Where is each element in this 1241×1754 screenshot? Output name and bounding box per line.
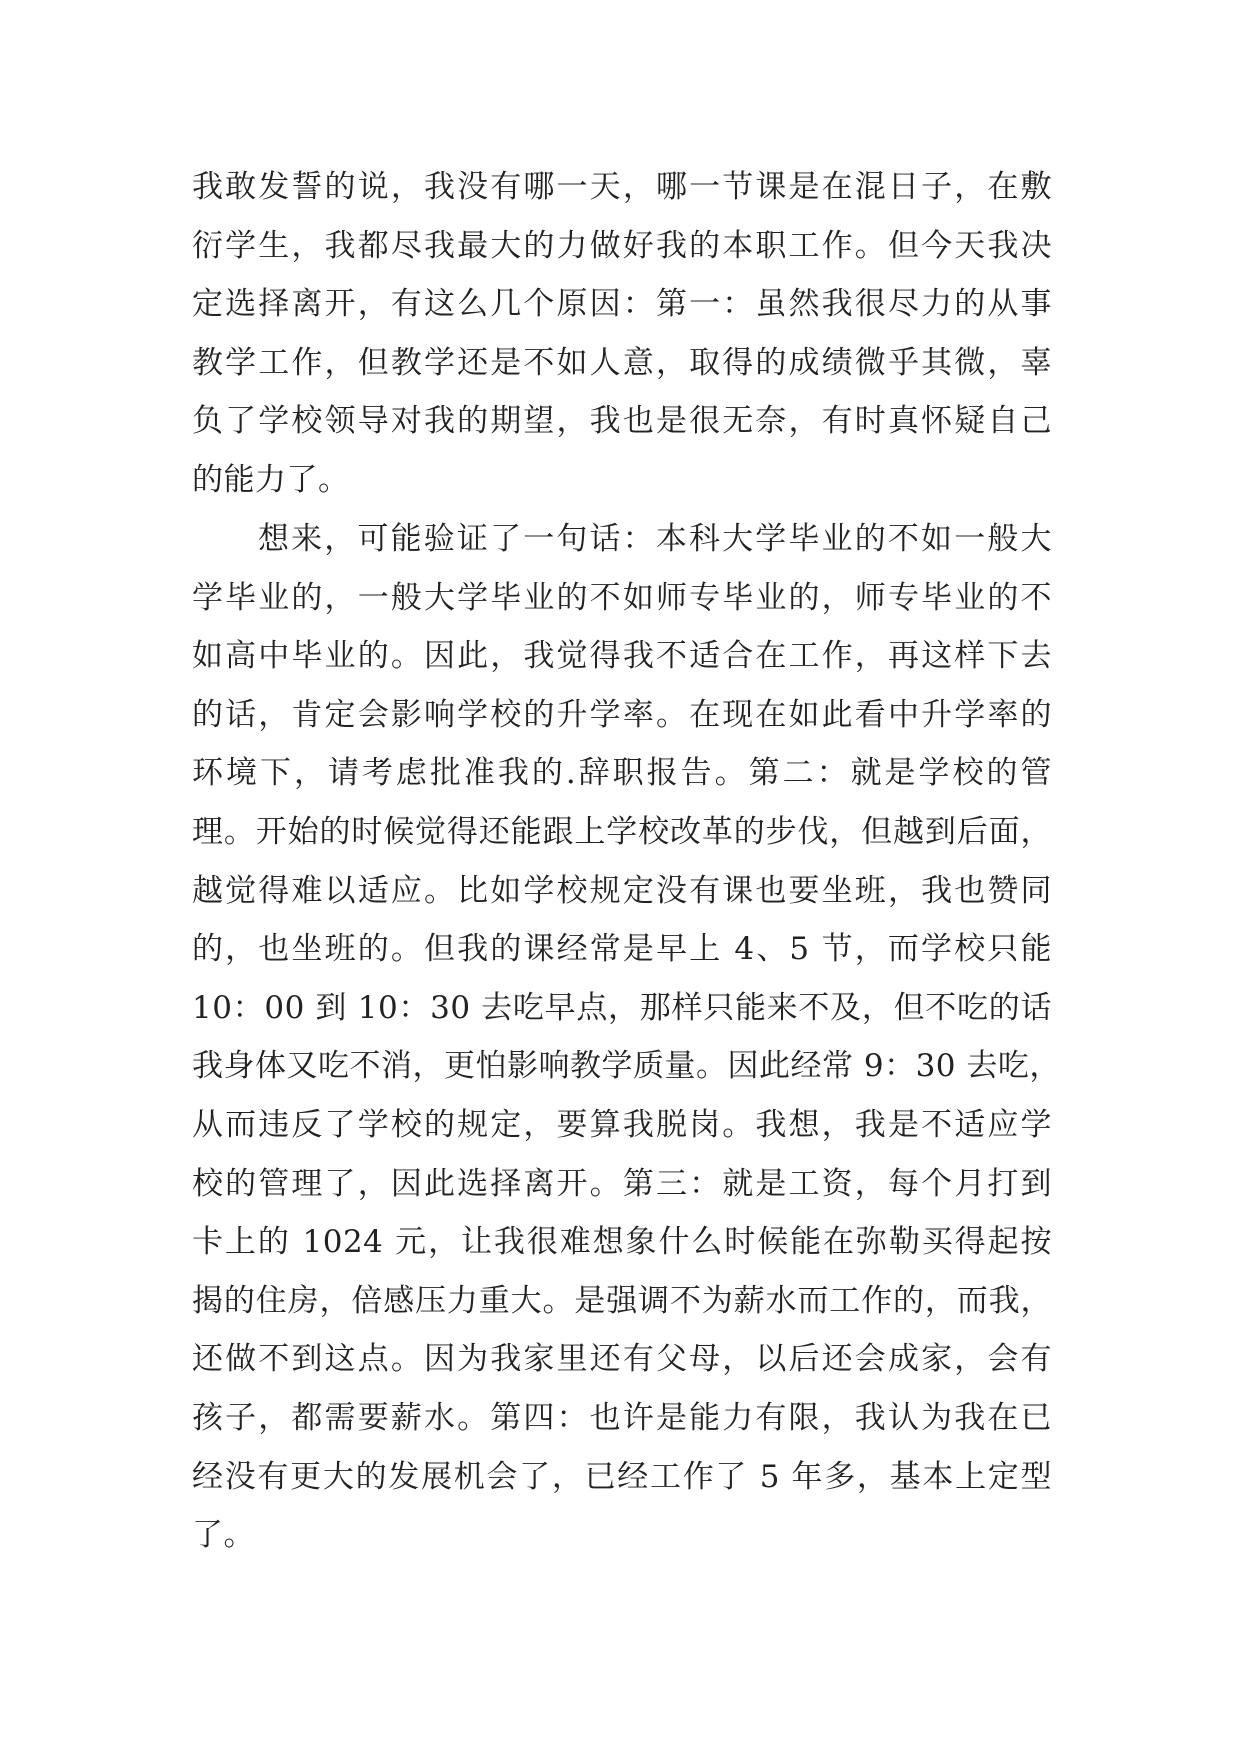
paragraph-line: 我敢发誓的说，我没有哪一天，哪一节课是在混日子，在敷 <box>192 169 1052 205</box>
paragraph-2 <box>192 510 1061 1565</box>
paragraph-line: 如高中毕业的。因此，我觉得我不适合在工作，再这样下去 <box>192 638 1052 675</box>
paragraph-line: 的能力了。 <box>192 461 350 498</box>
paragraph-line: 想来，可能验证了一句话：本科大学毕业的不如一般大 <box>258 521 1052 557</box>
paragraph-line: 10：00 到 10：30 去吃早点，那样只能来不及，但不吃的话 <box>192 989 1052 1026</box>
paragraph-1 <box>192 158 1052 510</box>
paragraph-line: 的，也坐班的。但我的课经常是早上 4、5 节，而学校只能 <box>192 931 1052 968</box>
paragraph-line: 孩子，都需要薪水。第四：也许是能力有限，我认为我在已 <box>192 1399 1052 1436</box>
paragraph-line: 学毕业的，一般大学毕业的不如师专毕业的，师专毕业的不 <box>192 579 1052 616</box>
paragraph-line: 从而违反了学校的规定，要算我脱岗。我想，我是不适应学 <box>192 1106 1052 1143</box>
paragraph-line: 的话，肯定会影响学校的升学率。在现在如此看中升学率的 <box>192 696 1052 733</box>
paragraph-line: 越觉得难以适应。比如学校规定没有课也要坐班，我也赞同 <box>192 872 1052 909</box>
paragraph-line: 教学工作，但教学还是不如人意，取得的成绩微乎其微，辜 <box>192 344 1052 381</box>
paragraph-line: 我身体又吃不消，更怕影响教学质量。因此经常 9：30 去吃， <box>192 1048 1061 1085</box>
paragraph-line: 经没有更大的发展机会了，已经工作了 5 年多，基本上定型 <box>192 1458 1052 1495</box>
paragraph-line: 还做不到这点。因为我家里还有父母，以后还会成家，会有 <box>192 1341 1052 1378</box>
paragraph-line: 揭的住房，倍感压力重大。是强调不为薪水而工作的，而我， <box>192 1282 1052 1319</box>
paragraph-line: 负了学校领导对我的期望，我也是很无奈，有时真怀疑自己 <box>192 403 1052 440</box>
paragraph-line: 卡上的 1024 元，让我很难想象什么时候能在弥勒买得起按 <box>192 1224 1052 1261</box>
paragraph-line: 了。 <box>192 1517 255 1554</box>
paragraph-line: 定选择离开，有这么几个原因：第一：虽然我很尽力的从事 <box>192 286 1052 323</box>
paragraph-line: 衍学生，我都尽我最大的力做好我的本职工作。但今天我决 <box>192 227 1052 264</box>
paragraph-line: 校的管理了，因此选择离开。第三：就是工资，每个月打到 <box>192 1165 1052 1202</box>
paragraph-line: 理。开始的时候觉得还能跟上学校改革的步伐，但越到后面， <box>192 813 1052 850</box>
paragraph-line: 环境下，请考虑批准我的.辞职报告。第二：就是学校的管 <box>192 755 1052 792</box>
